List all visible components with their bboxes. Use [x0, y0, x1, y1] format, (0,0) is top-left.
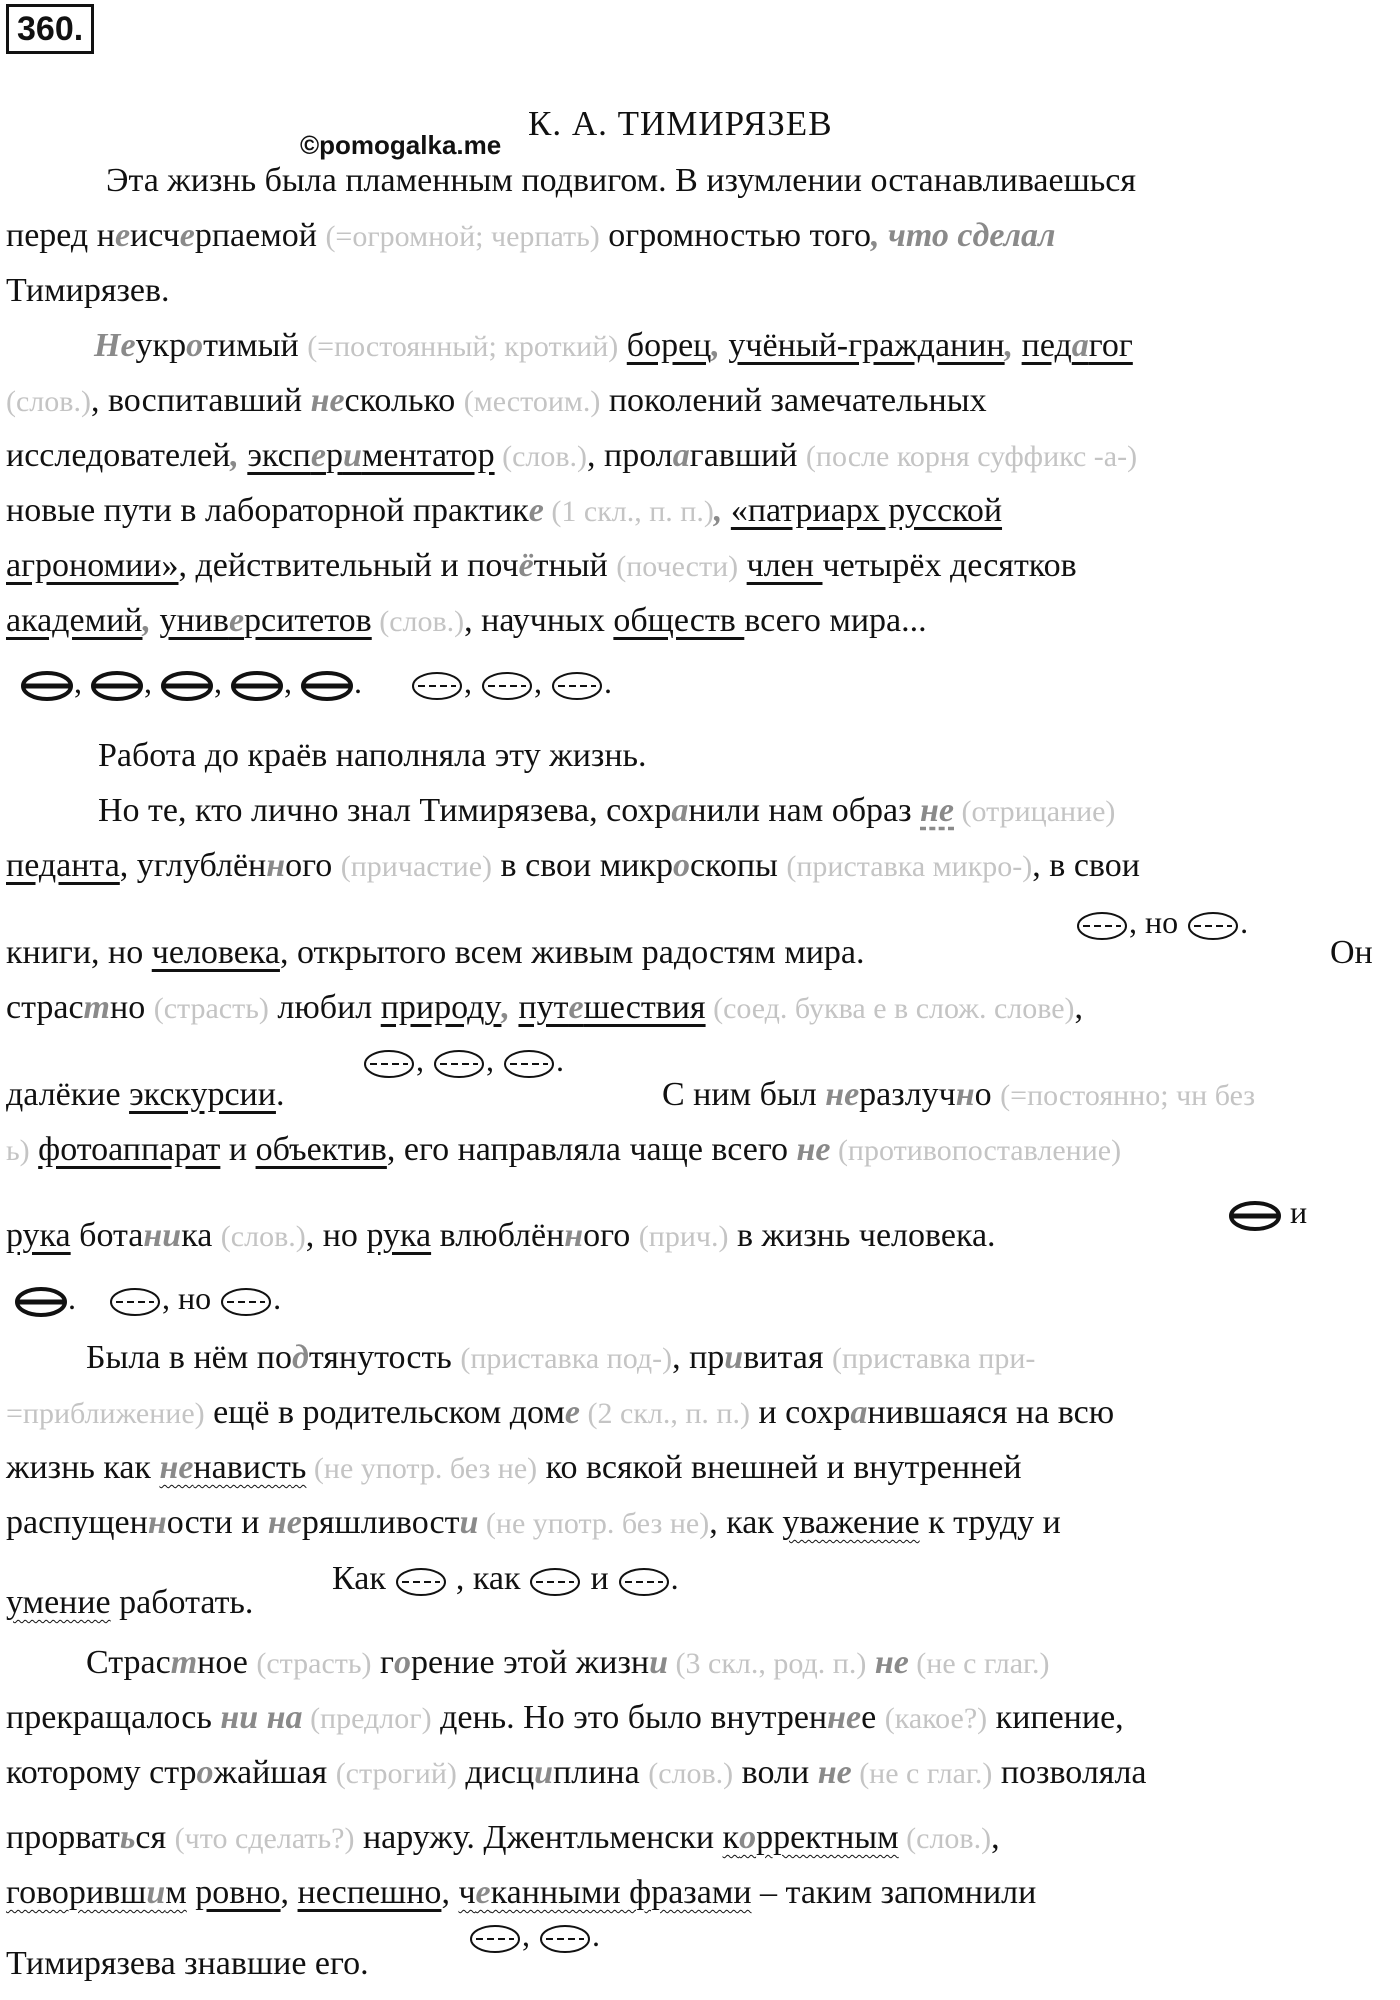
- object-oval-icon: [538, 1922, 592, 1956]
- watermark: ©pomogalka.me: [300, 130, 502, 160]
- text-line: книги, но человека, открытого всем живым радостям мира.: [6, 934, 865, 971]
- text-line: исследователей, экспериментатор (слов.), пролагавший (после корня суффикс -а-): [6, 437, 1138, 474]
- text-line: страстно (страсть) любил природу, путешествия (соед. буква е в слож. слове),: [6, 989, 1084, 1026]
- subject-oval-icon: [230, 669, 284, 703]
- text-line: жизнь как ненависть (не употр. без не) ко всякой внешней и внутренней: [6, 1449, 1022, 1486]
- text-line: Тимирязева знавшие его.: [6, 1945, 369, 1982]
- object-oval-icon: [617, 1565, 671, 1599]
- text-line: (слов.), воспитавший несколько (местоим.) поколений замечательных: [6, 382, 987, 419]
- text-line: Была в нём подтянутость (приставка под-), привитая (приставка при-: [86, 1339, 1036, 1376]
- object-oval-icon: [410, 669, 464, 703]
- subject-oval-icon: [1228, 1199, 1282, 1233]
- object-oval-icon: [394, 1565, 448, 1599]
- text-line: прекращалось ни на (предлог) день. Но это было внутреннее (какое?) кипение,: [6, 1699, 1124, 1736]
- object-oval-icon: [528, 1565, 582, 1599]
- object-oval-icon: [362, 1047, 416, 1081]
- text-line: которому строжайшая (строгий) дисциплина (слов.) воли не (не с глаг.) позволяла: [6, 1754, 1147, 1791]
- text-line: Эта жизнь была пламенным подвигом. В изумлении останавливаешься: [106, 162, 1137, 199]
- subject-oval-icon: [20, 669, 74, 703]
- text-line: перед неисчерпаемой (=огромной; черпать) огромностью того, что сделал: [6, 217, 1056, 254]
- text-line: Страстное (страсть) горение этой жизни (3 скл., род. п.) не (не с глаг.): [86, 1644, 1050, 1681]
- text-line: рука ботаника (слов.), но рука влюблённого (прич.) в жизнь человека.: [6, 1217, 996, 1254]
- text-line: Но те, кто лично знал Тимирязева, сохранили нам образ не (отрицание): [98, 792, 1116, 829]
- subject-oval-icon: [14, 1285, 68, 1319]
- sentence-scheme: , но .: [1075, 902, 1248, 943]
- sentence-scheme: и: [1228, 1192, 1307, 1233]
- text-line: умение работать.: [6, 1584, 254, 1621]
- text-line: Работа до краёв наполняла эту жизнь.: [98, 737, 647, 774]
- subject-oval-icon: [300, 669, 354, 703]
- text-line: Тимирязев.: [6, 272, 170, 309]
- object-oval-icon: [502, 1047, 556, 1081]
- subject-oval-icon: [90, 669, 144, 703]
- exercise-number: 360.: [6, 4, 94, 54]
- sentence-scheme: , , , , . , , .: [20, 662, 612, 703]
- text-line: далёкие экскурсии.: [6, 1076, 285, 1113]
- object-oval-icon: [550, 669, 604, 703]
- text-line: ь) фотоаппарат и объектив, его направляла чаще всего не (противопоставление): [6, 1131, 1122, 1168]
- object-oval-icon: [1075, 909, 1129, 943]
- text-line: =приближение) ещё в родительском доме (2 скл., п. п.) и сохранившаяся на всю: [6, 1394, 1115, 1431]
- object-oval-icon: [1186, 909, 1240, 943]
- text-line: педанта, углублённого (причастие) в свои микроскопы (приставка микро-), в свои: [6, 847, 1140, 884]
- object-oval-icon: [108, 1285, 162, 1319]
- text-line: распущенности и неряшливости (не употр. без не), как уважение к труду и: [6, 1504, 1061, 1541]
- sentence-scheme: . , но .: [14, 1278, 281, 1319]
- page-title: К. А. ТИМИРЯЗЕВ: [528, 104, 833, 143]
- sentence-scheme: , .: [468, 1915, 600, 1956]
- text-line: С ним был неразлучно (=постоянно; чн без: [662, 1076, 1256, 1113]
- text-line: академий, университетов (слов.), научных обществ всего мира...: [6, 602, 927, 639]
- sentence-scheme: Как , как и .: [332, 1560, 679, 1597]
- sentence-scheme: , , .: [362, 1040, 564, 1081]
- text-line: говорившим ровно, неспешно, чеканными фразами – таким запомнили: [6, 1874, 1037, 1911]
- text-line: агрономии», действительный и почётный (почести) член четырёх десятков: [6, 547, 1077, 584]
- subject-oval-icon: [160, 669, 214, 703]
- object-oval-icon: [219, 1285, 273, 1319]
- text-line: новые пути в лабораторной практике (1 скл., п. п.), «патриарх русской: [6, 492, 1003, 529]
- text-line: Он: [1330, 934, 1373, 971]
- object-oval-icon: [480, 669, 534, 703]
- text-line: Неукротимый (=постоянный; кроткий) борец, учёный-гражданин, педагог: [94, 327, 1133, 364]
- object-oval-icon: [432, 1047, 486, 1081]
- text-line: прорваться (что сделать?) наружу. Джентльменски корректным (слов.),: [6, 1819, 1000, 1856]
- object-oval-icon: [468, 1922, 522, 1956]
